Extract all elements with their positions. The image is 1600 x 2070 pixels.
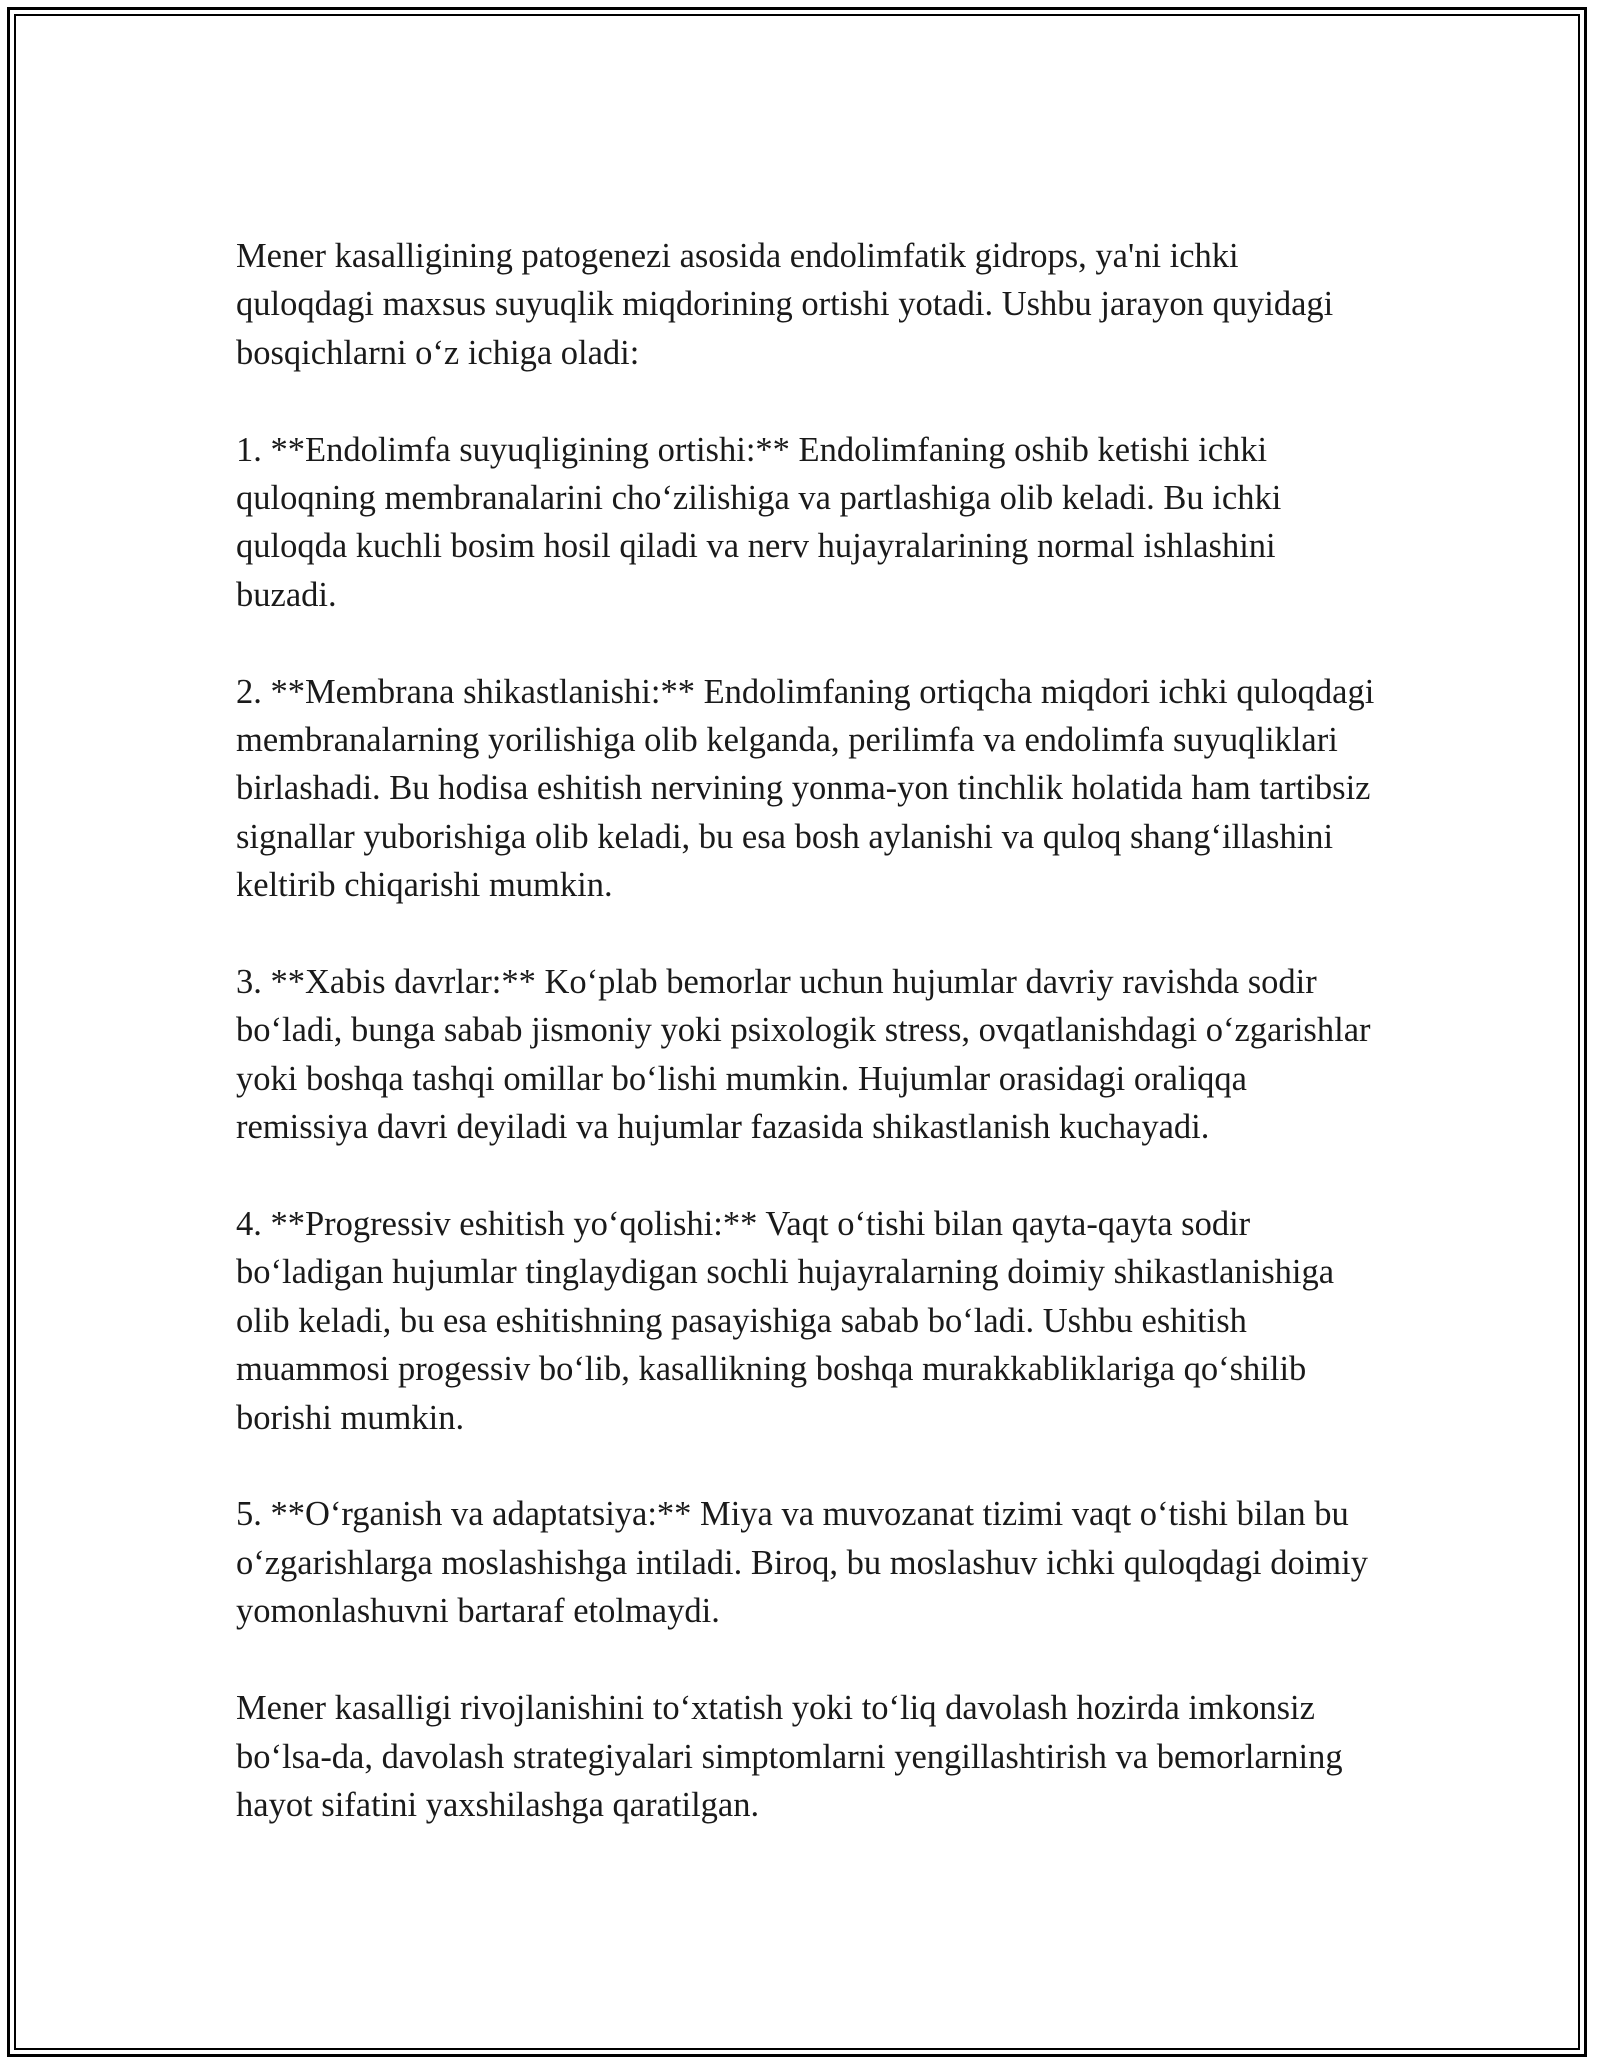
list-item-5-paragraph: 5. **O‘rganish va adaptatsiya:** Miya va muvozanat tizimi vaqt o‘tishi bilan bu o‘zgarishlarga moslashishga intiladi. Biroq, bu moslashuv ichki quloqdagi doimiy yomonlashuvni bartaraf etolmaydi.: [236, 1495, 1368, 1631]
document-body: [236, 232, 1376, 1829]
list-item-1-paragraph: 1. **Endolimfa suyuqligining ortishi:** Endolimfaning oshib ketishi ichki quloqning membranalarini cho‘zilishiga va partlashiga olib keladi. Bu ichki quloqda kuchli bosim hosil qiladi va nerv hujayralarining normal ishlashini buzadi.: [236, 430, 1282, 614]
conclusion-paragraph: Mener kasalligi rivojlanishini to‘xtatish yoki to‘liq davolash hozirda imkonsiz bo‘lsa-da, davolash strategiyalari simptomlarni yengillashtirish va bemorlarning hayot sifatini yaxshilashga qaratilgan.: [236, 1689, 1343, 1824]
list-item-4-paragraph: 4. **Progressiv eshitish yo‘qolishi:** Vaqt o‘tishi bilan qayta-qayta sodir bo‘ladigan hujumlar tinglaydigan sochli hujayralarning doimiy shikastlanishiga olib keladi, bu esa eshitishning pasayishiga sabab bo‘ladi. Ushbu eshitish muammosi progessiv bo‘lib, kasallikning boshqa murakkabliklariga qo‘shilib borishi mumkin.: [236, 1205, 1335, 1437]
list-item-3-paragraph: 3. **Xabis davrlar:** Ko‘plab bemorlar uchun hujumlar davriy ravishda sodir bo‘ladi, bunga sabab jismoniy yoki psixologik stress, ovqatlanishdagi o‘zgarishlar yoki boshqa tashqi omillar bo‘lishi mumkin. Hujumlar orasidagi oraliqqa remissiya davri deyiladi va hujumlar fazasida shikastlanish kuchayadi.: [236, 963, 1371, 1147]
list-item-2-paragraph: 2. **Membrana shikastlanishi:** Endolimfaning ortiqcha miqdori ichki quloqdagi membranalarning yorilishiga olib kelganda, perilimfa va endolimfa suyuqliklari birlashadi. Bu hodisa eshitish nervining yonma-yon tinchlik holatida ham tartibsiz signallar yuborishiga olib keladi, bu esa bosh aylanishi va quloq shang‘illashini keltirib chiqarishi mumkin.: [236, 672, 1375, 905]
intro-paragraph: Mener kasalligining patogenezi asosida endolimfatik gidrops, ya'ni ichki quloqdagi maxsus suyuqlik miqdorining ortishi yotadi. Ushbu jarayon quyidagi bosqichlarni o‘z ichiga oladi:: [236, 237, 1334, 372]
